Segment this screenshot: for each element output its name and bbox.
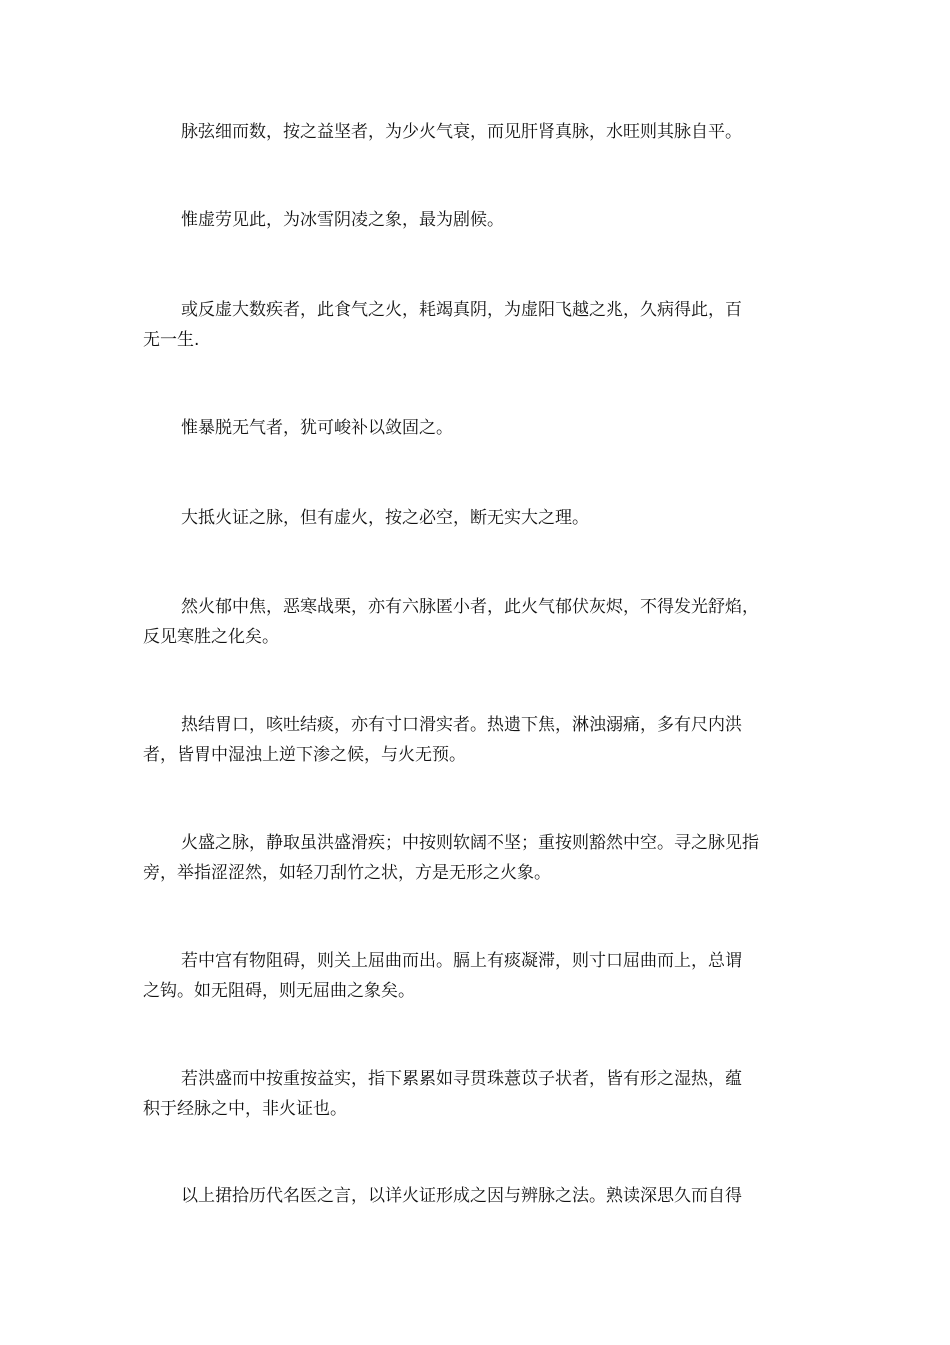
paragraph-line: 无一生. [143,330,200,350]
paragraph-line: 或反虚大数疾者，此食气之火，耗竭真阴，为虚阳飞越之兆，久病得此，百 [181,300,742,320]
paragraph-line: 热结胃口，咳吐结痰，亦有寸口滑实者。热遗下焦，淋浊溺痛，多有尺内洪 [181,715,742,735]
paragraph-line: 积于经脉之中，非火证也。 [143,1099,347,1119]
paragraph-4 [143,413,807,443]
paragraph-9 [143,946,807,1006]
paragraph-line: 火盛之脉，静取虽洪盛滑疾；中按则软阔不坚；重按则豁然中空。寻之脉见指 [181,833,759,853]
paragraph-6 [143,592,807,652]
paragraph-5 [143,503,807,533]
paragraph-7 [143,710,807,770]
paragraph-3 [143,295,807,355]
paragraph-11 [143,1181,807,1211]
paragraph-line: 反见寒胜之化矣。 [143,627,279,647]
paragraph-line: 旁，举指涩涩然，如轻刀刮竹之状，方是无形之火象。 [143,863,551,883]
paragraph-line: 惟虚劳见此，为冰雪阴凌之象，最为剧候。 [181,210,504,230]
paragraph-line: 者，皆胃中湿浊上逆下渗之候，与火无预。 [143,745,466,765]
paragraph-line: 大抵火证之脉，但有虚火，按之必空，断无实大之理。 [181,508,589,528]
paragraph-line: 惟暴脱无气者，犹可峻补以敛固之。 [181,418,453,438]
paragraph-10 [143,1064,807,1124]
paragraph-line: 脉弦细而数，按之益坚者，为少火气衰，而见肝肾真脉，水旺则其脉自平。 [181,122,742,142]
paragraph-line: 若洪盛而中按重按益实，指下累累如寻贯珠薏苡子状者，皆有形之湿热，蕴 [181,1069,742,1089]
paragraph-2 [143,205,807,235]
paragraph-8 [143,828,807,888]
paragraph-line: 以上捃拾历代名医之言，以详火证形成之因与辨脉之法。熟读深思久而自得 [181,1186,742,1206]
paragraph-line: 之钩。如无阻碍，则无屈曲之象矣。 [143,981,415,1001]
paragraph-line: 若中宫有物阻碍，则关上屈曲而出。膈上有痰凝滞，则寸口屈曲而上，总谓 [181,951,742,971]
paragraph-line: 然火郁中焦，恶寒战栗，亦有六脉匿小者，此火气郁伏灰烬，不得发光舒焰， [181,597,759,617]
paragraph-1 [143,117,807,147]
